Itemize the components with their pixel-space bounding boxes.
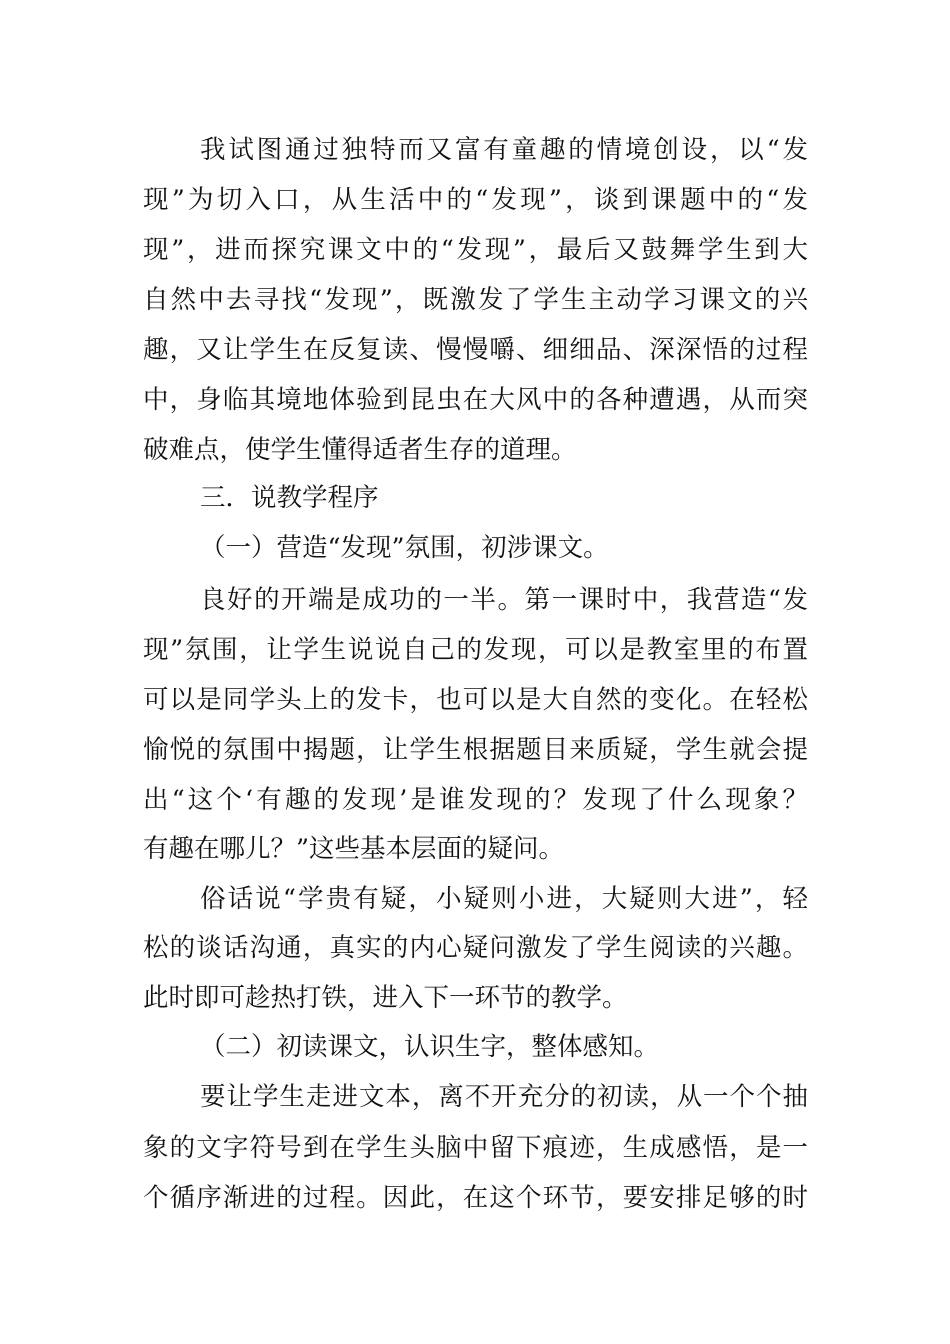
text-line: 愉悦的氛围中揭题，让学生根据题目来质疑，学生就会提 — [143, 735, 808, 765]
text-line: 破难点，使学生懂得适者生存的道理。 — [143, 435, 577, 465]
text-line: 此时即可趁热打铁，进入下一环节的教学。 — [143, 983, 628, 1013]
text-line: 要让学生走进文本，离不开充分的初读，从一个个抽 — [200, 1082, 808, 1112]
subsection-heading: （一）营造“发现”氛围，初涉课文。 — [200, 533, 609, 563]
text-line: 中，身临其境地体验到昆虫在大风中的各种遭遇，从而突 — [143, 385, 808, 415]
text-line: 俗话说“学贵有疑，小疑则小进，大疑则大进”，轻 — [200, 884, 808, 914]
text-line: 出“这个‘有趣的发现’是谁发现的？发现了什么现象？ — [143, 785, 808, 815]
text-line: 趣，又让学生在反复读、慢慢嚼、细细品、深深悟的过程 — [143, 335, 808, 365]
text-line: 自然中去寻找“发现”，既激发了学生主动学习课文的兴 — [143, 285, 808, 315]
section-heading: 三．说教学程序 — [200, 483, 379, 513]
text-line: 我试图通过独特而又富有童趣的情境创设，以“发 — [200, 135, 808, 165]
subsection-heading: （二）初读课文，认识生字，整体感知。 — [200, 1032, 660, 1062]
text-line: 个循序渐进的过程。因此，在这个环节，要安排足够的时 — [143, 1183, 808, 1213]
text-line: 现”氛围，让学生说说自己的发现，可以是教室里的布置 — [143, 635, 808, 665]
text-line: 良好的开端是成功的一半。第一课时中，我营造“发 — [200, 585, 808, 615]
text-line: 象的文字符号到在学生头脑中留下痕迹，生成感悟，是一 — [143, 1133, 808, 1163]
text-line: 现”为切入口，从生活中的“发现”，谈到课题中的“发 — [143, 185, 808, 215]
text-line: 现”，进而探究课文中的“发现”，最后又鼓舞学生到大 — [143, 235, 808, 265]
text-line: 有趣在哪儿？”这些基本层面的疑问。 — [143, 834, 565, 864]
text-line: 可以是同学头上的发卡，也可以是大自然的变化。在轻松 — [143, 685, 808, 715]
text-line: 松的谈话沟通，真实的内心疑问激发了学生阅读的兴趣。 — [143, 933, 808, 963]
